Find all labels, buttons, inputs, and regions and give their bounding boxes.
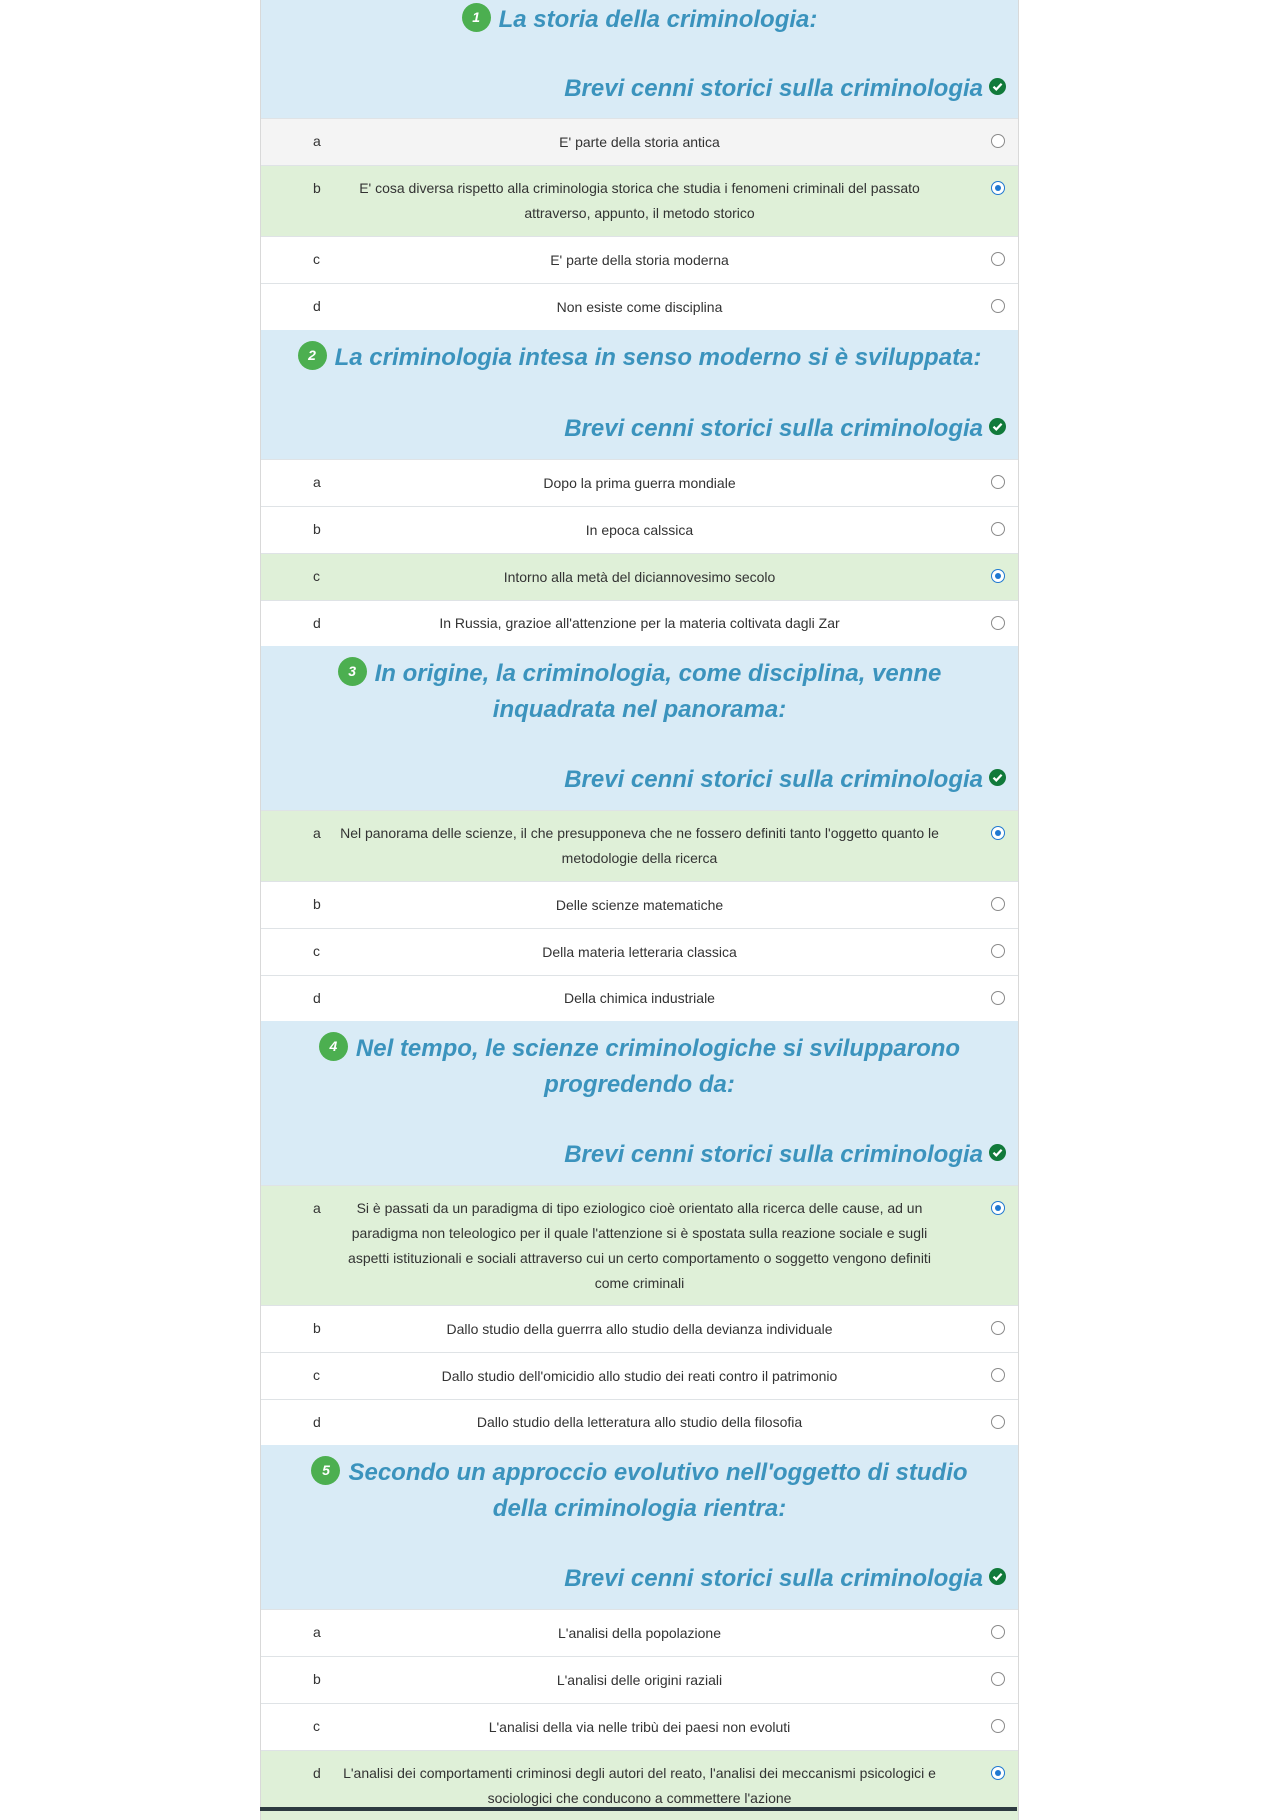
answer-text: L'analisi delle origini raziali: [556, 1671, 723, 1688]
answer-letter: d: [313, 1765, 321, 1781]
category-label: Brevi cenni storici sulla criminologia: [564, 75, 983, 102]
answer-row[interactable]: [261, 236, 1018, 283]
question-category: [564, 414, 1018, 444]
answer-letter: a: [313, 133, 321, 149]
question-category: [564, 74, 1018, 104]
answer-letter: d: [313, 990, 321, 1006]
check-circle-icon: [989, 418, 1006, 435]
answer-text: L'analisi della via nelle tribù dei paesi non evoluti: [488, 1718, 791, 1735]
answer-text: E' cosa diversa rispetto alla criminologia storica che studia i fenomeni criminali del passato attraverso, appunto, il metodo storico: [359, 180, 920, 221]
answer-row[interactable]: [261, 881, 1018, 928]
question-text: La storia della criminologia:: [498, 6, 818, 33]
answer-text: Intorno alla metà del diciannovesimo secolo: [503, 568, 776, 585]
answer-text: Della chimica industriale: [564, 990, 715, 1006]
question-title: [261, 646, 1018, 728]
question-number-badge: 1: [462, 3, 491, 32]
question-number-badge: 2: [298, 341, 327, 370]
answer-text: In Russia, grazioe all'attenzione per la materia coltivata dagli Zar: [439, 615, 840, 631]
answer-row[interactable]: [261, 600, 1018, 646]
question-category: [564, 765, 1018, 795]
answer-text: Dallo studio della letteratura allo studio della filosofia: [476, 1414, 803, 1430]
check-circle-icon: [989, 1144, 1006, 1161]
answer-radio-selected[interactable]: [991, 1766, 1005, 1780]
answer-text: L'analisi dei comportamenti criminosi degli autori del reato, l'analisi dei meccanismi psicologici e sociologici che conducono a commettere l'azione: [343, 1764, 936, 1806]
answer-radio-selected[interactable]: [991, 181, 1005, 195]
answer-radio[interactable]: [991, 1368, 1005, 1382]
answer-text: Non esiste come disciplina: [556, 298, 723, 315]
check-circle-icon: [989, 78, 1006, 95]
question-header: [261, 330, 1018, 459]
answer-row[interactable]: [261, 928, 1018, 975]
bottom-bar: [260, 1807, 1017, 1811]
answer-radio[interactable]: [991, 616, 1005, 630]
answer-text: Della materia letteraria classica: [542, 943, 737, 960]
answer-text: Dopo la prima guerra mondiale: [543, 474, 736, 491]
answer-radio[interactable]: [991, 1321, 1005, 1335]
answer-letter: b: [313, 1320, 321, 1336]
answer-text: Dallo studio della guerrra allo studio della devianza individuale: [446, 1320, 833, 1337]
answer-letter: b: [313, 521, 321, 537]
answer-row[interactable]: [261, 1703, 1018, 1750]
check-circle-icon: [989, 769, 1006, 786]
answer-radio[interactable]: [991, 897, 1005, 911]
answer-letter: a: [313, 1200, 321, 1216]
answer-row-selected[interactable]: [261, 165, 1018, 236]
answer-text: In epoca calssica: [585, 521, 694, 538]
answer-radio-selected[interactable]: [991, 569, 1005, 583]
answer-text: E' parte della storia antica: [559, 133, 720, 150]
answer-letter: a: [313, 474, 321, 490]
question-text: Nel tempo, le scienze criminologiche si svilupparono progredendo da:: [355, 1035, 961, 1098]
answer-row[interactable]: [261, 975, 1018, 1021]
answer-letter: c: [313, 568, 320, 584]
answer-row-selected[interactable]: [261, 810, 1018, 881]
question-header: [261, 1445, 1018, 1609]
question-number-badge: 3: [338, 657, 367, 686]
question-title: [261, 0, 1018, 38]
question-header: [261, 0, 1018, 118]
answer-radio[interactable]: [991, 944, 1005, 958]
question-category: [564, 1140, 1018, 1170]
answer-letter: b: [313, 896, 321, 912]
answer-text: Nel panorama delle scienze, il che presupponeva che ne fossero definiti tanto l'oggetto quanto le metodologie della ricerca: [340, 825, 939, 866]
answer-row[interactable]: [261, 1609, 1018, 1656]
answer-letter: a: [313, 825, 321, 841]
answer-text: Dallo studio dell'omicidio allo studio dei reati contro il patrimonio: [441, 1367, 838, 1384]
answer-radio[interactable]: [991, 475, 1005, 489]
answer-radio[interactable]: [991, 134, 1005, 148]
question-number-badge: 5: [311, 1456, 340, 1485]
answer-radio[interactable]: [991, 1719, 1005, 1733]
question-header: [261, 646, 1018, 810]
answer-letter: d: [313, 298, 321, 314]
answer-letter: c: [313, 251, 320, 267]
answer-text: Delle scienze matematiche: [555, 896, 724, 913]
question-title: [261, 1445, 1018, 1527]
quiz-review-panel: [260, 0, 1019, 1820]
answer-row[interactable]: [261, 283, 1018, 330]
answer-radio[interactable]: [991, 1672, 1005, 1686]
question-text: In origine, la criminologia, come disciplina, venne inquadrata nel panorama:: [374, 660, 942, 723]
answer-radio-selected[interactable]: [991, 1201, 1005, 1215]
answer-row[interactable]: [261, 1399, 1018, 1445]
category-label: Brevi cenni storici sulla criminologia: [564, 766, 983, 793]
answer-letter: a: [313, 1624, 321, 1640]
question-title: [261, 1021, 1018, 1103]
question-header: [261, 1021, 1018, 1185]
answer-letter: c: [313, 1367, 320, 1383]
answer-letter: c: [313, 943, 320, 959]
check-circle-icon: [989, 1568, 1006, 1585]
question-category: [564, 1564, 1018, 1594]
category-label: Brevi cenni storici sulla criminologia: [564, 1141, 983, 1168]
answer-radio[interactable]: [991, 1625, 1005, 1639]
answer-radio[interactable]: [991, 522, 1005, 536]
question-text: La criminologia intesa in senso moderno si è sviluppata:: [334, 344, 982, 371]
answer-row[interactable]: [261, 459, 1018, 506]
question-text: Secondo un approccio evolutivo nell'oggetto di studio della criminologia rientra:: [348, 1459, 968, 1522]
question-title: [261, 330, 1018, 376]
answer-row[interactable]: [261, 1656, 1018, 1703]
answer-row[interactable]: [261, 506, 1018, 553]
answer-radio-selected[interactable]: [991, 826, 1005, 840]
answer-row[interactable]: [261, 1352, 1018, 1399]
answer-text: E' parte della storia moderna: [550, 251, 729, 268]
answer-row[interactable]: [261, 118, 1018, 165]
answer-letter: c: [313, 1718, 320, 1734]
answer-row-selected[interactable]: [261, 1185, 1018, 1305]
answer-radio[interactable]: [991, 991, 1005, 1005]
answer-row-selected[interactable]: [261, 553, 1018, 600]
answer-letter: b: [313, 180, 321, 196]
answer-radio[interactable]: [991, 252, 1005, 266]
answer-radio[interactable]: [991, 1415, 1005, 1429]
answer-letter: d: [313, 615, 321, 631]
answer-letter: d: [313, 1414, 321, 1430]
answer-radio[interactable]: [991, 299, 1005, 313]
answer-letter: b: [313, 1671, 321, 1687]
answer-text: Si è passati da un paradigma di tipo eziologico cioè orientato alla ricerca delle cause, ad un paradigma non teleologico per il quale l'attenzione si è spostata sulla reazione sociale e sugli aspetti istituzionali e sociali attraverso cui un certo comportamento o soggetto vengono definiti come criminali: [348, 1199, 931, 1291]
category-label: Brevi cenni storici sulla criminologia: [564, 1565, 983, 1592]
category-label: Brevi cenni storici sulla criminologia: [564, 415, 983, 442]
answer-text: L'analisi della popolazione: [557, 1624, 722, 1641]
answer-row[interactable]: [261, 1305, 1018, 1352]
question-number-badge: 4: [319, 1032, 348, 1061]
